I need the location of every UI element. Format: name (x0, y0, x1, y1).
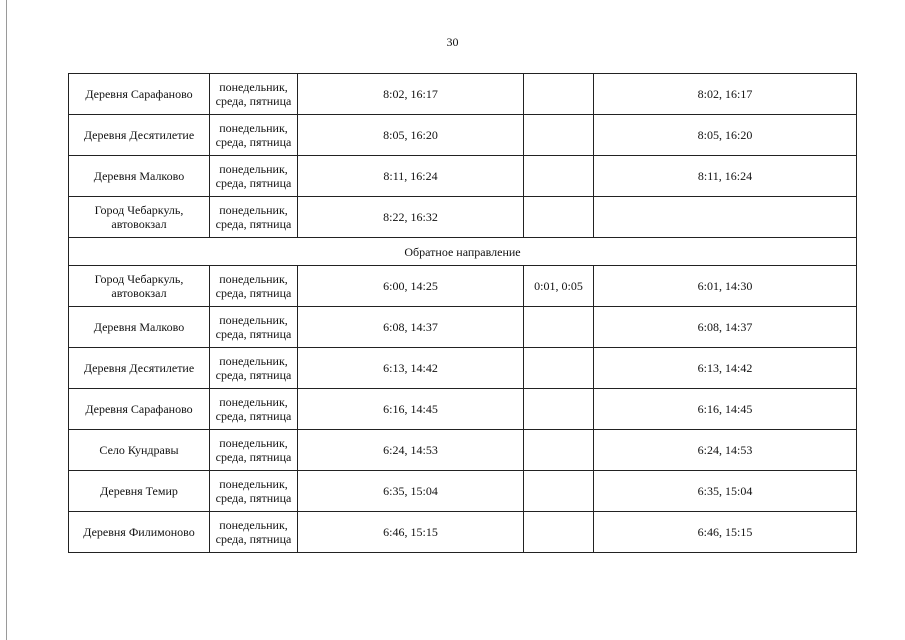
dwell-time-cell (524, 430, 594, 471)
arrival-time-cell: 8:22, 16:32 (298, 197, 524, 238)
departure-time-cell: 8:02, 16:17 (594, 74, 857, 115)
departure-time-cell: 6:35, 15:04 (594, 471, 857, 512)
scan-edge-line (6, 0, 7, 640)
table-row (69, 74, 857, 115)
days-cell: понедельник, среда, пятница (210, 471, 298, 512)
dwell-time-cell (524, 389, 594, 430)
days-cell: понедельник, среда, пятница (210, 348, 298, 389)
departure-time-cell: 8:11, 16:24 (594, 156, 857, 197)
table-row (69, 430, 857, 471)
dwell-time-cell (524, 307, 594, 348)
dwell-time-cell (524, 156, 594, 197)
days-cell: понедельник, среда, пятница (210, 115, 298, 156)
stop-name-cell: Деревня Филимоново (69, 512, 210, 553)
table-row (69, 307, 857, 348)
stop-name-cell: Деревня Малково (69, 156, 210, 197)
days-cell: понедельник, среда, пятница (210, 389, 298, 430)
departure-time-cell: 6:13, 14:42 (594, 348, 857, 389)
arrival-time-cell: 6:13, 14:42 (298, 348, 524, 389)
arrival-time-cell: 6:24, 14:53 (298, 430, 524, 471)
departure-time-cell: 6:08, 14:37 (594, 307, 857, 348)
arrival-time-cell: 6:35, 15:04 (298, 471, 524, 512)
stop-name-cell: Деревня Сарафаново (69, 389, 210, 430)
stop-name-cell: Деревня Десятилетие (69, 348, 210, 389)
section-title: Обратное направление (69, 238, 857, 266)
dwell-time-cell (524, 74, 594, 115)
dwell-time-cell (524, 197, 594, 238)
arrival-time-cell: 6:16, 14:45 (298, 389, 524, 430)
section-header-row (69, 238, 857, 266)
departure-time-cell (594, 197, 857, 238)
stop-name-cell: Деревня Малково (69, 307, 210, 348)
table-row (69, 389, 857, 430)
days-cell: понедельник, среда, пятница (210, 156, 298, 197)
table-row (69, 471, 857, 512)
days-cell: понедельник, среда, пятница (210, 307, 298, 348)
days-cell: понедельник, среда, пятница (210, 197, 298, 238)
days-cell: понедельник, среда, пятница (210, 266, 298, 307)
departure-time-cell: 6:16, 14:45 (594, 389, 857, 430)
stop-name-cell: Город Чебаркуль, автовокзал (69, 197, 210, 238)
table-row (69, 156, 857, 197)
arrival-time-cell: 6:00, 14:25 (298, 266, 524, 307)
arrival-time-cell: 8:11, 16:24 (298, 156, 524, 197)
stop-name-cell: Деревня Сарафаново (69, 74, 210, 115)
departure-time-cell: 6:24, 14:53 (594, 430, 857, 471)
stop-name-cell: Деревня Темир (69, 471, 210, 512)
table-row (69, 512, 857, 553)
dwell-time-cell (524, 348, 594, 389)
table-row (69, 115, 857, 156)
days-cell: понедельник, среда, пятница (210, 74, 298, 115)
arrival-time-cell: 8:02, 16:17 (298, 74, 524, 115)
arrival-time-cell: 6:46, 15:15 (298, 512, 524, 553)
days-cell: понедельник, среда, пятница (210, 512, 298, 553)
dwell-time-cell: 0:01, 0:05 (524, 266, 594, 307)
schedule-table (68, 73, 857, 553)
page-number: 30 (446, 35, 459, 49)
stop-name-cell: Город Чебаркуль, автовокзал (69, 266, 210, 307)
stop-name-cell: Деревня Десятилетие (69, 115, 210, 156)
departure-time-cell: 6:01, 14:30 (594, 266, 857, 307)
dwell-time-cell (524, 115, 594, 156)
table-row (69, 266, 857, 307)
days-cell: понедельник, среда, пятница (210, 430, 298, 471)
arrival-time-cell: 6:08, 14:37 (298, 307, 524, 348)
departure-time-cell: 6:46, 15:15 (594, 512, 857, 553)
departure-time-cell: 8:05, 16:20 (594, 115, 857, 156)
dwell-time-cell (524, 471, 594, 512)
table-row (69, 348, 857, 389)
arrival-time-cell: 8:05, 16:20 (298, 115, 524, 156)
stop-name-cell: Село Кундравы (69, 430, 210, 471)
dwell-time-cell (524, 512, 594, 553)
table-row (69, 197, 857, 238)
